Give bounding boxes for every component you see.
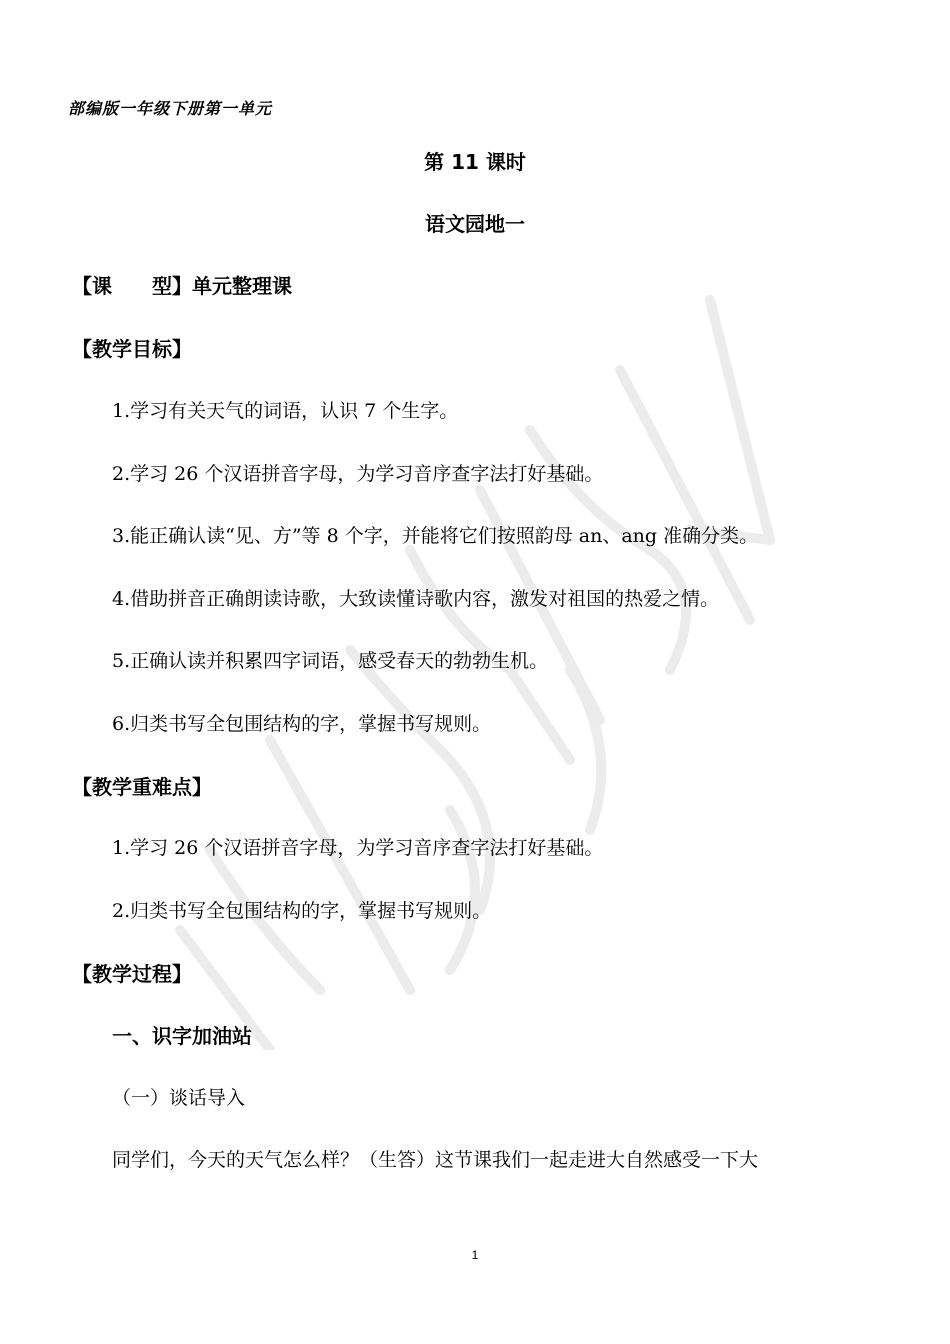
objective-item: 5.正确认读并积累四字词语，感受春天的勃勃生机。	[112, 650, 549, 672]
part-one-subheading: （一）谈话导入	[112, 1087, 246, 1109]
lesson-number: 第 11 课时	[424, 150, 526, 174]
key-point-item: 2.归类书写全包围结构的字，掌握书写规则。	[112, 900, 492, 922]
process-heading: 【教学过程】	[72, 962, 192, 986]
objective-item: 3.能正确认读“见、方”等 8 个字，并能将它们按照韵母 an、ang 准确分类。	[112, 525, 759, 547]
course-type: 【课 型】单元整理课	[72, 274, 292, 298]
lesson-title: 语文园地一	[425, 212, 525, 236]
objective-item: 2.学习 26 个汉语拼音字母，为学习音序查字法打好基础。	[112, 463, 604, 485]
key-points-heading: 【教学重难点】	[72, 775, 212, 799]
objective-item: 6.归类书写全包围结构的字，掌握书写规则。	[112, 713, 492, 735]
document-header: 部编版一年级下册第一单元	[68, 99, 273, 118]
part-one-heading: 一、识字加油站	[112, 1024, 252, 1048]
objective-item: 1.学习有关天气的词语，认识 7 个生字。	[112, 400, 459, 422]
intro-paragraph: 同学们，今天的天气怎么样？（生答）这节课我们一起走进大自然感受一下大	[112, 1149, 759, 1171]
objective-item: 4.借助拼音正确朗读诗歌，大致读懂诗歌内容，激发对祖国的热爱之情。	[112, 588, 720, 610]
page-number: 1	[471, 1248, 479, 1262]
key-point-item: 1.学习 26 个汉语拼音字母，为学习音序查字法打好基础。	[112, 837, 604, 859]
objectives-heading: 【教学目标】	[72, 337, 192, 361]
